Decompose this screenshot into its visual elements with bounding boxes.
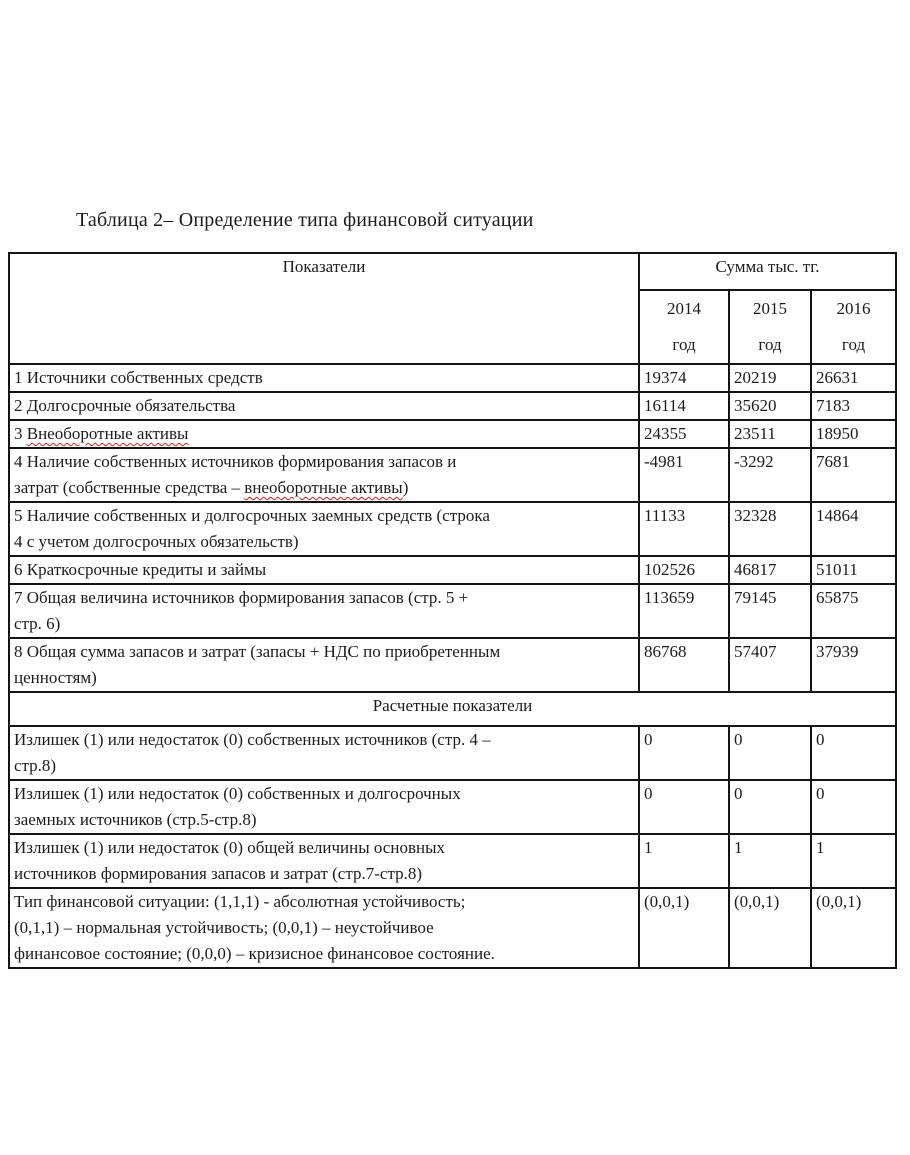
row-value-2014: 16114: [639, 392, 729, 420]
table-header-row-1: [9, 253, 896, 290]
row-value-2014: 24355: [639, 420, 729, 448]
label-line: ценностям): [14, 668, 97, 687]
table-row: [9, 888, 896, 968]
label-line: Излишек (1) или недостаток (0) собственных источников (стр. 4 –: [14, 730, 491, 749]
row-value-2014: 0: [639, 780, 729, 834]
year-value: 2016: [836, 299, 871, 318]
table-row: [9, 448, 896, 502]
row-label: [9, 448, 639, 502]
table-row: [9, 392, 896, 420]
row-label: [9, 834, 639, 888]
row-label: [9, 420, 639, 448]
label-line: (0,1,1) – нормальная устойчивость; (0,0,1) – неустойчивое: [14, 918, 434, 937]
row-value-2016: 37939: [811, 638, 896, 692]
row-value-2015: 57407: [729, 638, 811, 692]
header-sum: Сумма тыс. тг.: [639, 253, 896, 290]
label-line: 4 Наличие собственных источников формирования запасов и: [14, 452, 457, 471]
label-line: 4 с учетом долгосрочных обязательств): [14, 532, 299, 551]
row-value-2016: 18950: [811, 420, 896, 448]
row-label: 6 Краткосрочные кредиты и займы: [9, 556, 639, 584]
row-value-2014: 11133: [639, 502, 729, 556]
header-year-2016: [811, 290, 896, 364]
row-value-2015: (0,0,1): [729, 888, 811, 968]
row-value-2016: (0,0,1): [811, 888, 896, 968]
row-value-2015: -3292: [729, 448, 811, 502]
year-unit: год: [672, 335, 696, 354]
table-row: [9, 834, 896, 888]
row-value-2014: 86768: [639, 638, 729, 692]
row-value-2014: 113659: [639, 584, 729, 638]
label-text: затрат (собственные средства –: [14, 478, 245, 497]
label-line: источников формирования запасов и затрат (стр.7-стр.8): [14, 864, 422, 883]
row-label: [9, 888, 639, 968]
label-line: 5 Наличие собственных и долгосрочных заемных средств (строка: [14, 506, 490, 525]
label-line: Излишек (1) или недостаток (0) собственных и долгосрочных: [14, 784, 461, 803]
section-row: [9, 692, 896, 726]
row-label: [9, 584, 639, 638]
row-value-2014: 19374: [639, 364, 729, 392]
label-line: стр. 6): [14, 614, 61, 633]
row-value-2015: 46817: [729, 556, 811, 584]
row-value-2016: 7681: [811, 448, 896, 502]
table-row: [9, 726, 896, 780]
row-value-2015: 23511: [729, 420, 811, 448]
label-line: [14, 475, 634, 501]
header-year-2014: [639, 290, 729, 364]
section-header: Расчетные показатели: [9, 692, 896, 726]
year-unit: год: [758, 335, 782, 354]
row-value-2016: 51011: [811, 556, 896, 584]
row-value-2016: 0: [811, 726, 896, 780]
row-value-2015: 0: [729, 780, 811, 834]
label-line: 8 Общая сумма запасов и затрат (запасы + НДС по приобретенным: [14, 642, 501, 661]
row-value-2015: 0: [729, 726, 811, 780]
row-label: 2 Долгосрочные обязательства: [9, 392, 639, 420]
row-value-2014: 1: [639, 834, 729, 888]
row-value-2014: -4981: [639, 448, 729, 502]
year-value: 2014: [667, 299, 701, 318]
label-text: 3: [14, 424, 27, 443]
row-value-2016: 65875: [811, 584, 896, 638]
row-value-2015: 1: [729, 834, 811, 888]
row-value-2014: 0: [639, 726, 729, 780]
label-text: ): [402, 478, 409, 497]
label-line: заемных источников (стр.5-стр.8): [14, 810, 257, 829]
row-value-2015: 35620: [729, 392, 811, 420]
row-value-2016: 26631: [811, 364, 896, 392]
row-label: [9, 638, 639, 692]
year-value: 2015: [753, 299, 787, 318]
table-row: [9, 556, 896, 584]
row-value-2016: 0: [811, 780, 896, 834]
label-text-misspelled: внеоборотные активы: [244, 478, 403, 497]
financial-situation-table: [8, 252, 897, 969]
label-line: Тип финансовой ситуации: (1,1,1) - абсолютная устойчивость;: [14, 892, 466, 911]
label-text-misspelled: Внеоборотные активы: [26, 424, 189, 443]
header-year-2015: [729, 290, 811, 364]
label-line: стр.8): [14, 756, 57, 775]
row-value-2016: 1: [811, 834, 896, 888]
table-row: [9, 502, 896, 556]
table-row: [9, 780, 896, 834]
label-line: 7 Общая величина источников формирования запасов (стр. 5 +: [14, 588, 469, 607]
table-row: [9, 364, 896, 392]
row-value-2015: 20219: [729, 364, 811, 392]
table-row: [9, 584, 896, 638]
row-value-2015: 32328: [729, 502, 811, 556]
table-caption: Таблица 2– Определение типа финансовой ситуации: [76, 209, 534, 231]
row-value-2016: 7183: [811, 392, 896, 420]
header-indicators: Показатели: [9, 253, 639, 364]
row-label: [9, 780, 639, 834]
label-line: Излишек (1) или недостаток (0) общей величины основных: [14, 838, 446, 857]
row-value-2016: 14864: [811, 502, 896, 556]
table-row: [9, 638, 896, 692]
table-row: [9, 420, 896, 448]
row-label: [9, 726, 639, 780]
label-line: финансовое состояние; (0,0,0) – кризисное финансовое состояние.: [14, 944, 495, 963]
row-label: 1 Источники собственных средств: [9, 364, 639, 392]
row-value-2014: 102526: [639, 556, 729, 584]
row-value-2015: 79145: [729, 584, 811, 638]
row-label: [9, 502, 639, 556]
row-value-2014: (0,0,1): [639, 888, 729, 968]
year-unit: год: [841, 335, 866, 354]
